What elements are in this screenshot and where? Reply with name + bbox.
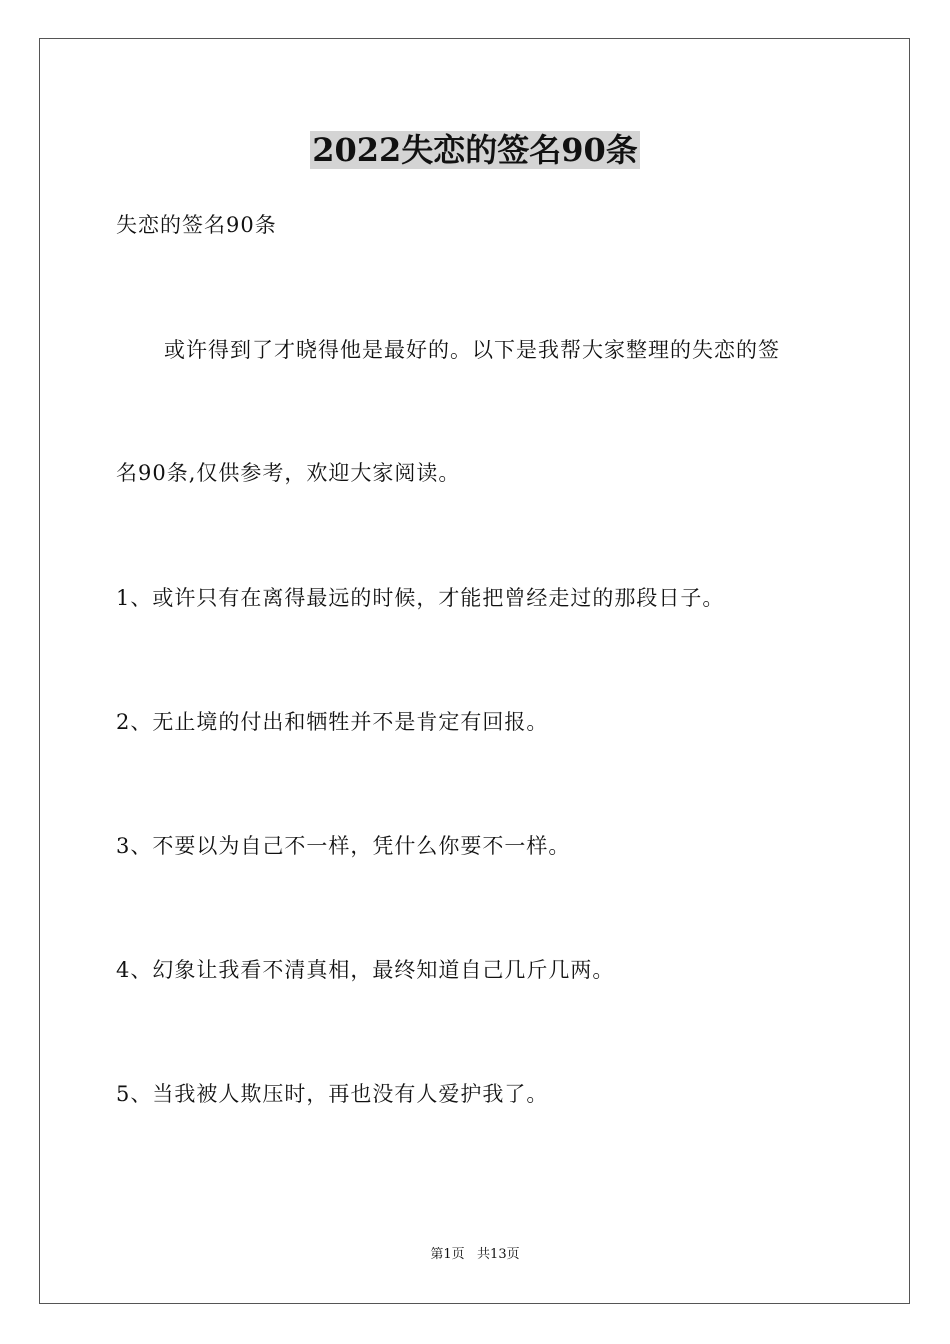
list-item: 1、或许只有在离得最远的时候，才能把曾经走过的那段日子。: [116, 586, 725, 610]
list-item: 4、幻象让我看不清真相，最终知道自己几斤几两。: [116, 958, 615, 982]
intro-paragraph-line-2: 名90条,仅供参考，欢迎大家阅读。: [116, 461, 461, 485]
page-number-footer: 第1页 共13页: [430, 1247, 520, 1262]
document-title: [0, 128, 950, 172]
list-item: 3、不要以为自己不一样，凭什么你要不一样。: [116, 834, 571, 858]
intro-paragraph-line-1: 或许得到了才晓得他是最好的。以下是我帮大家整理的失恋的签: [164, 338, 780, 362]
document-subtitle: 失恋的签名90条: [116, 213, 277, 237]
document-title-text: 2022失恋的签名90条: [312, 131, 638, 169]
list-item: 5、当我被人欺压时，再也没有人爱护我了。: [116, 1082, 549, 1106]
list-item: 2、无止境的付出和牺牲并不是肯定有回报。: [116, 710, 549, 734]
